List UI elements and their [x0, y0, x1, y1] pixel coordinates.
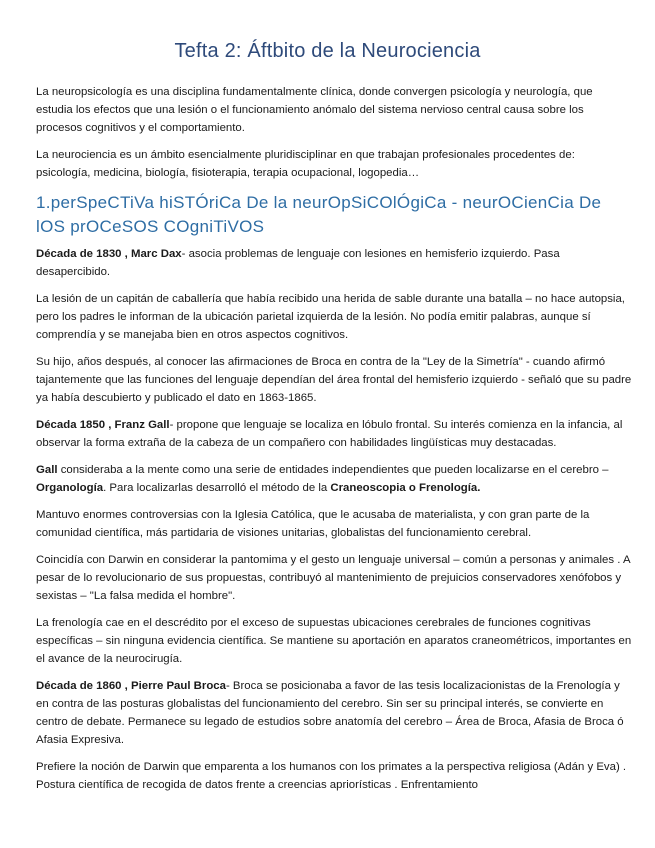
paragraph-broca: [36, 677, 632, 749]
organology-text-2: . Para localizarlas desarrolló el método de la: [103, 482, 331, 494]
section-heading: 1.perSpeCTiVa hiSTÓriCa De la neurOpSiCOlÓgiCa - neurOCienCia De lOS prOCeSOS COgniTiVOS: [36, 193, 602, 236]
broca-text: - Broca se posicionaba a favor de las tesis localizacionistas de la Frenología y en contra de las posturas globalistas del funcionamiento del cerebro. Sin ser su principal interés, se convierte en centro de debate. Permanece su legado de estudios sobre anatomía del cerebro – Área de Broca, Afasia de Broca ó Afasia Expresiva.: [36, 680, 624, 746]
gall-label: Década 1850 , Franz Gall: [36, 419, 170, 431]
document-body: [36, 83, 632, 803]
gall-name: Gall: [36, 464, 58, 476]
paragraph-darwin-notion: Prefiere la noción de Darwin que emparenta a los humanos con los primates a la perspectiva religiosa (Adán y Eva) . Postura científica de recogida de datos frente a creencias apriorísticas . Enfrentamiento: [36, 761, 627, 791]
organology-text-1: consideraba a la mente como una serie de entidades independientes que pueden localizarse en el cerebro –: [57, 464, 609, 476]
phrenology-term: Craneoscopia o Frenología.: [330, 482, 481, 494]
paragraph-phrenology-decline: La frenología cae en el descrédito por el exceso de supuestas ubicaciones cerebrales de funciones cognitivas específicas – sin ninguna evidencia científica. Se mantiene su aportación en aparatos craneométricos, importantes en el avance de la neurocirugía.: [36, 617, 632, 665]
broca-label: Década de 1860 , Pierre Paul Broca: [36, 680, 226, 692]
paragraph-controversies: Mantuvo enormes controversias con la Iglesia Católica, que le acusaba de materialista, y con gran parte de la comunidad científica, más partidaria de visiones unitarias, globalistas del funcionamiento cerebral.: [36, 509, 590, 539]
dax-text: - asocia problemas de lenguaje con lesiones en hemisferio izquierdo. Pasa desapercibido.: [36, 248, 560, 278]
dax-label: Década de 1830 , Marc Dax: [36, 248, 182, 260]
paragraph-intro: La neuropsicología es una disciplina fundamentalmente clínica, donde convergen psicología y neurología, que estudia los efectos que una lesión o el funcionamiento anómalo del sistema nervioso central causa sobre los procesos cognitivos y el comportamiento.: [36, 86, 593, 134]
paragraph-neuroscience: La neurociencia es un ámbito esencialmente pluridisciplinar en que trabajan profesionales procedentes de: psicología, medicina, biología, fisioterapia, terapia ocupacional, logopedia…: [36, 149, 575, 179]
document-title: Tefta 2: Áftbito de la Neurociencia: [174, 40, 481, 62]
paragraph-organology: [36, 461, 632, 497]
paragraph-dax: [36, 245, 632, 281]
paragraph-son: Su hijo, años después, al conocer las afirmaciones de Broca en contra de la "Ley de la Simetría" - cuando afirmó tajantemente que las funciones del lenguaje dependían del área frontal del hemisferio izquierdo - señaló que su padre ya había descubierto y publicado el dato en 1863-1865.: [36, 356, 632, 404]
paragraph-darwin: Coincidía con Darwin en considerar la pantomima y el gesto un lenguaje universal – común a personas y animales . A pesar de lo revolucionario de sus propuestas, contribuyó al mantenimiento de prejuicios conservadores xenófobos y sexistas – "La falsa medida el hombre".: [36, 554, 630, 602]
gall-text: - propone que lenguaje se localiza en lóbulo frontal. Su interés comienza en la infancia, al observar la forma extraña de la cabeza de un compañero con habilidades lingüísticas muy destacadas.: [36, 419, 623, 449]
organology-term: Organología: [36, 482, 104, 494]
paragraph-gall: [36, 416, 632, 452]
paragraph-captain: La lesión de un capitán de caballería que había recibido una herida de sable durante una batalla – no hace autopsia, pero los padres le informan de la ubicación parietal izquierda de la lesión. No podía emitir palabras, aunque sí comprendía y se manejaba bien en otros aspectos cognitivos.: [36, 293, 625, 341]
